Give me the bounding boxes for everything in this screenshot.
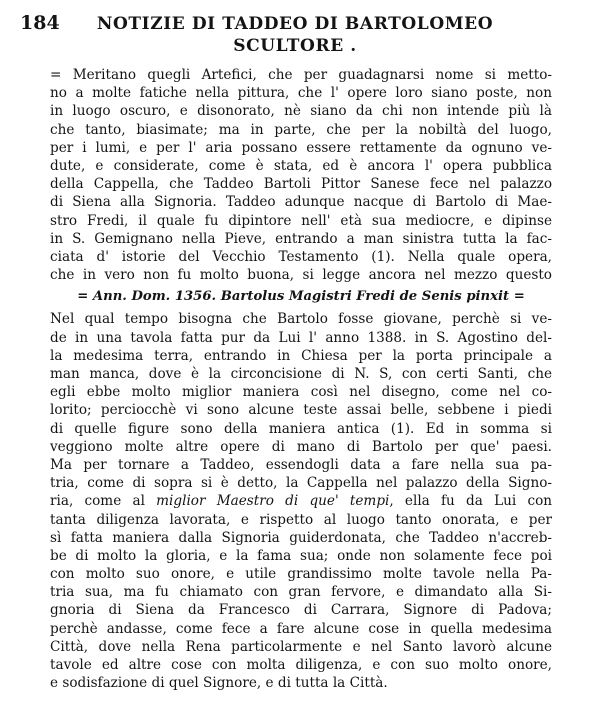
text-line: no a molte fatiche nella pittura, che l' opere loro siano poste, non [50,85,552,102]
inscription: = Ann. Dom. 1356. Bartolus Magistri Fredi de Senis pinxit = [77,289,525,305]
text-line: perchè andasse, come fece a fare alcune cose in quella medesima [50,620,552,637]
text-line: sì fatta maniera dalla Signoria guiderdonata, che Taddeo n'accreb- [50,529,552,546]
text-line: con molto suo onore, e utile grandissimo molte tavole nella Pa- [50,566,552,583]
text-line: man manca, dove è la circoncisione di N. S, con certi Santi, che [50,366,552,382]
text-line: Nel qual tempo bisogna che Bartolo fosse giovane, perchè si ve- [50,311,552,328]
running-title-line-1: NOTIZIE DI TADDEO DI BARTOLOMEO [96,14,494,34]
text-line: veggiono molte altre opere di mano di Bartolo per que' paesi. [50,438,552,455]
text-line: egli ebbe molto miglior maniera così nel disegno, come nel co- [50,384,552,401]
running-title-line-2: SCULTORE . [233,36,357,56]
text-line: = Meritano quegli Artefici, che per guadagnarsi nome si metto- [50,67,552,83]
text-line: per i lumi, e per l' aria possano essere rettamente da ognuno ve- [50,139,552,156]
text-line: tavole ed altre cose con molta diligenza, e con suo molto onore, [50,657,552,673]
page-number: 184 [20,12,60,34]
text-line: di Siena alla Signoria. Taddeo adunque nacque di Bartolo di Mae- [50,194,552,211]
text-line-with-italic [50,492,552,510]
text-line-last: e sodisfazione di quel Signore, e di tutta la Città. [50,675,388,692]
paragraph-1 [50,66,552,284]
text-line: dute, e considerate, come è stata, ed è ancora l' opera pubblica [50,157,552,174]
text-line: be di molto la gloria, e la fama sua; onde non solamente fece poi [50,547,552,564]
text-line: lorito; perciocchè vi sono alcune teste assai belle, sebbene i piedi [50,402,552,419]
text-line: ciata d' istorie del Vecchio Testamento (1). Nella quale opera, [50,248,552,265]
italic-phrase: miglior Maestro di que' tempi [156,493,390,510]
paragraph-3 [50,456,552,692]
text-line: in S. Gemignano nella Pieve, entrando a man sinistra tutta la fac- [50,230,552,247]
text-run: , ella fu da Lui con [389,493,552,510]
text-line: che tanto, biasimate; ma in parte, che per la nobiltà del luogo, [50,121,552,138]
text-line: in luogo oscuro, e disonorato, nè siano da chi non intende più là [50,103,552,120]
text-line: Ma per tornare a Taddeo, essendogli data a fare nella sua pa- [50,456,552,473]
text-line: che in vero non fu molto buona, si legge ancora nel mezzo questo [50,267,552,284]
text-run: ria, come al [50,493,157,510]
text-line: tanta diligenza lavorata, e rispetto al luogo tanto onorata, e per [50,511,552,528]
text-line: tria, come di sopra si è detto, la Cappella nel palazzo della Signo- [50,475,552,492]
page-body [50,66,552,692]
text-line: gnoria di Siena da Francesco di Carrara, Signore di Padova; [50,602,552,619]
text-line: di quelle figure sono della maniera antica (1). Ed in somma si [50,420,552,437]
text-line: della Cappella, che Taddeo Bartoli Pittor Sanese fece nel palazzo [50,176,552,193]
page-header [20,10,570,56]
text-line: la medesima terra, entrando in Chiesa per la porta principale a [50,347,552,364]
text-line: stro Fredi, il quale fu dipintore nell' età sua mediocre, e dipinse [50,212,552,229]
text-line: tria sua, ma fu chiamato con gran fervore, e dimandato alla Si- [50,584,552,601]
text-line: de in una tavola fatta pur da Lui l' anno 1388. in S. Agostino del- [50,329,552,346]
text-line: Città, dove nella Rena particolarmente e nel Santo lavorò alcune [50,638,552,655]
running-title [20,13,570,57]
paragraph-2 [50,310,552,456]
